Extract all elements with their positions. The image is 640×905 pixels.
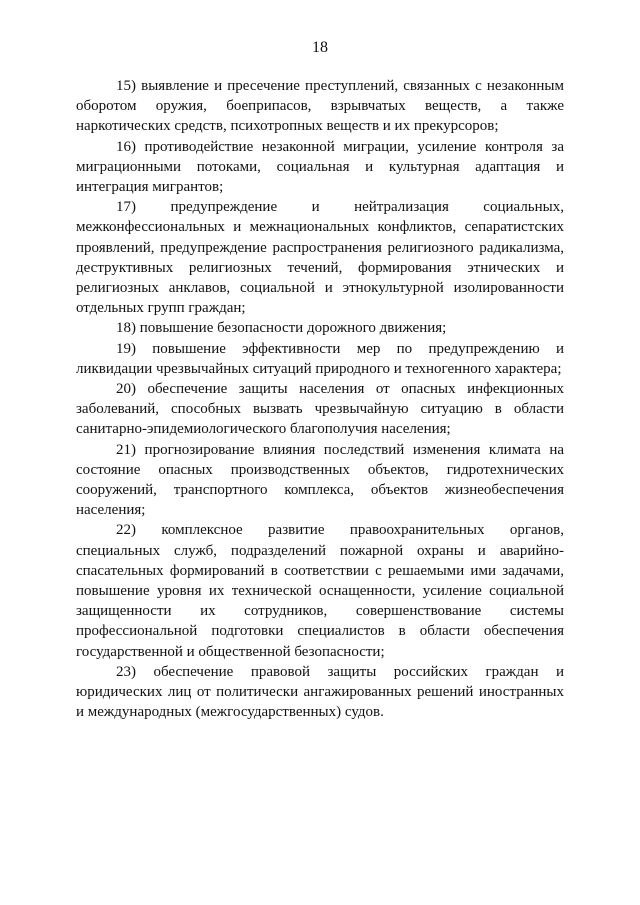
list-item-21: 21) прогнозирование влияния последствий изменения климата на состояние опасных производственных объектов, гидротехнических сооружений, транспортного комплекса, объектов жизнеобеспечения населения; <box>76 441 564 519</box>
document-body <box>76 76 564 723</box>
list-item-19: 19) повышение эффективности мер по предупреждению и ликвидации чрезвычайных ситуаций природного и техногенного характера; <box>76 340 564 377</box>
list-item-22: 22) комплексное развитие правоохранительных органов, специальных служб, подразделений пожарной охраны и аварийно-спасательных формирований в соответствии с решаемыми ими задачами, повышение уровня их технической оснащенности, усиление социальной защищенности их сотрудников, совершенствование системы профессиональной подготовки специалистов в области обеспечения государственной и общественной безопасности; <box>76 522 564 660</box>
list-item-17: 17) предупреждение и нейтрализация социальных, межконфессиональных и межнациональных конфликтов, сепаратистских проявлений, предупреждение распространения религиозного радикализма, деструктивных религиозных течений, формирования этнических и религиозных анклавов, социальной и этнокультурной изолированности отдельных групп граждан; <box>76 199 564 317</box>
list-item-16: 16) противодействие незаконной миграции, усиление контроля за миграционными потоками, социальная и культурная адаптация и интеграция мигрантов; <box>76 138 564 196</box>
list-item-20: 20) обеспечение защиты населения от опасных инфекционных заболеваний, способных вызвать чрезвычайную ситуацию в области санитарно-эпидемиологического благополучия населения; <box>76 381 564 438</box>
page-number: 18 <box>312 39 328 56</box>
list-item-18: 18) повышение безопасности дорожного движения; <box>116 320 447 337</box>
list-item-15: 15) выявление и пресечение преступлений, связанных с незаконным оборотом оружия, боеприпасов, взрывчатых веществ, а также наркотических средств, психотропных веществ и их прекурсоров; <box>76 78 564 135</box>
list-item-23: 23) обеспечение правовой защиты российских граждан и юридических лиц от политически ангажированных решений иностранных и международных (межгосударственных) судов. <box>76 663 564 721</box>
